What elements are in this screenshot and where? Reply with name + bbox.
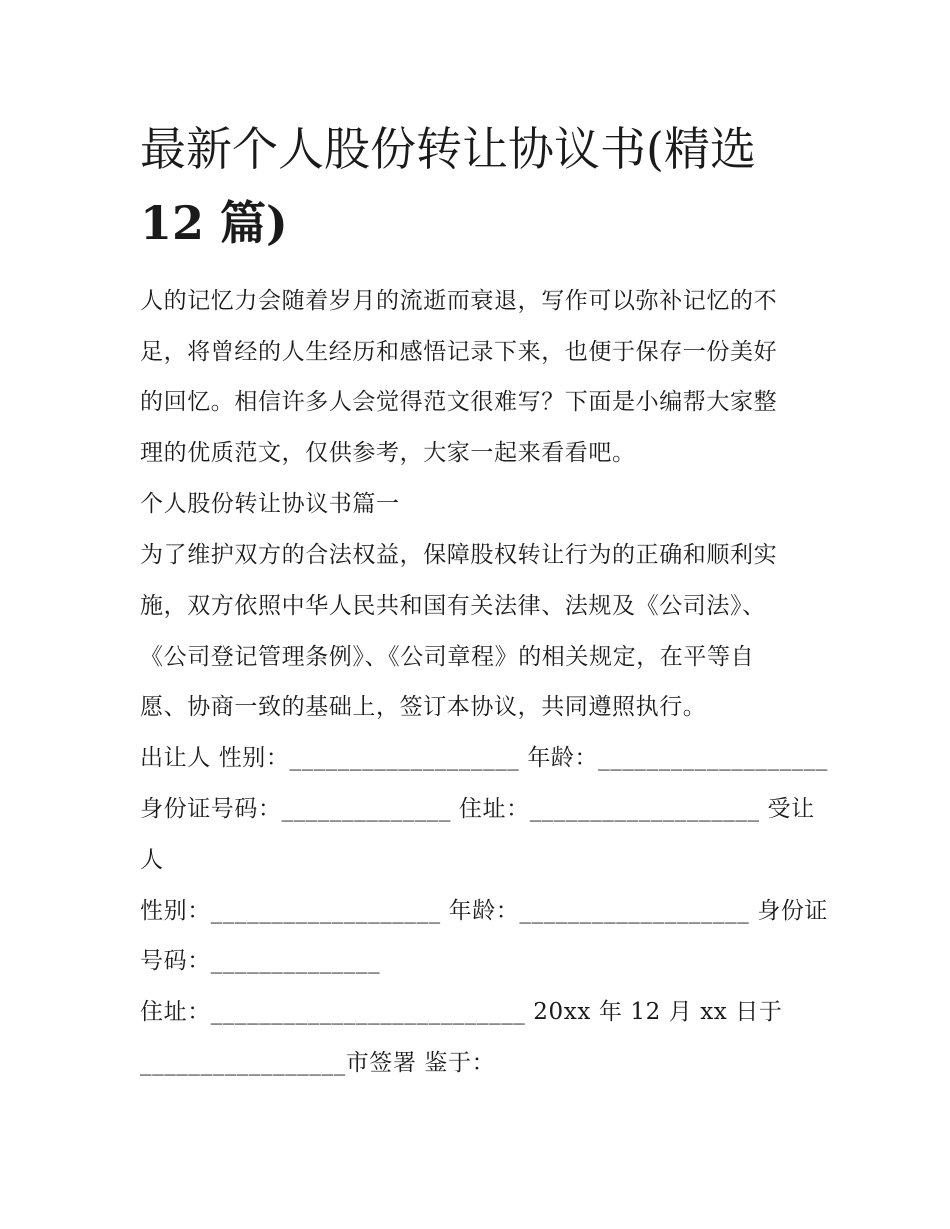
body-line: 理的优质范文，仅供参考，大家一起来看看吧。 [140, 440, 636, 466]
body-line: 施，双方依照中华人民共和国有关法律、法规及《公司法》、 [140, 593, 766, 619]
body-line: 为了维护双方的合法权益，保障股权转让行为的正确和顺利实 [140, 542, 778, 568]
body-line: 愿、协商一致的基础上，签订本协议，共同遵照执行。 [140, 694, 707, 720]
form-line: 住址：__________________________ 20xx 年 12 月 xx 日于 [140, 999, 783, 1025]
form-line: _________________市签署 鉴于： [140, 1050, 496, 1076]
body-line: 《公司登记管理条例》、《公司章程》的相关规定，在平等自 [140, 644, 755, 670]
form-line: 出让人 性别：___________________ 年龄：___________________ [140, 745, 829, 771]
title-line-2: 12 篇) [140, 196, 288, 250]
form-line: 人 [140, 847, 164, 873]
section-heading: 个人股份转让协议书篇一 [140, 491, 400, 517]
title-line-1: 最新个人股份转让协议书(精选 [140, 122, 756, 176]
form-line: 性别：___________________ 年龄：___________________ 身份证 [140, 898, 829, 924]
body-line: 的回忆。相信许多人会觉得范文很难写？下面是小编帮大家整 [140, 389, 778, 415]
body-line: 人的记忆力会随着岁月的流逝而衰退，写作可以弥补记忆的不 [140, 288, 778, 314]
form-line: 号码：______________ [140, 948, 381, 974]
body-line: 足，将曾经的人生经历和感悟记录下来，也便于保存一份美好 [140, 339, 778, 365]
form-line: 身份证号码：______________ 住址：___________________ 受让 [140, 796, 815, 822]
document-title [140, 112, 820, 260]
